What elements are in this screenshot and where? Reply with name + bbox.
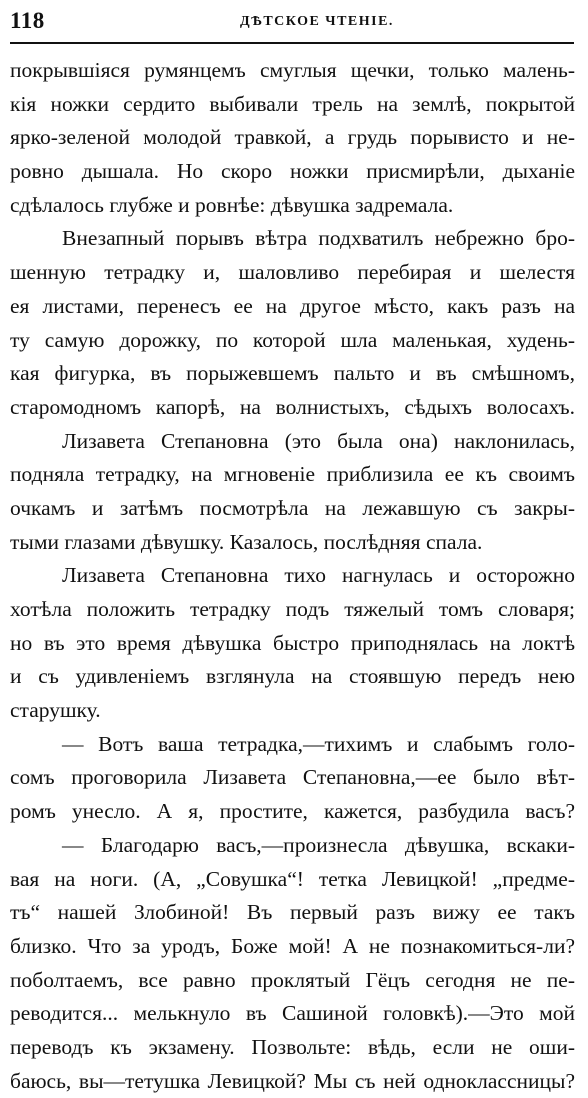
text-line: Внезапный порывъ вѣтра подхватилъ небрежно бро- bbox=[62, 226, 575, 251]
page-header bbox=[10, 8, 574, 36]
text-line: тъ“ нашей Злобиной! Въ первый разъ вижу ее такъ bbox=[10, 900, 575, 925]
text-line: переводъ къ экзамену. Позвольте: вѣдь, если не оши- bbox=[10, 1034, 575, 1059]
text-line: близко. Что за уродъ, Боже мой! А не познакомиться-ли? bbox=[10, 933, 575, 958]
text-line: покрывшіяся румянцемъ смуглыя щечки, только малень- bbox=[10, 58, 575, 82]
page-number: 118 bbox=[10, 8, 45, 33]
text-line: хотѣла положить тетрадку подъ тяжелый томъ словаря; bbox=[10, 597, 575, 621]
text-line: ромъ унесло. А я, простите, кажется, разбудила васъ? bbox=[10, 799, 575, 824]
text-line: ту самую дорожку, по которой шла маленькая, худень- bbox=[10, 327, 575, 352]
running-title: ДѢТСКОЕ ЧТЕНІЕ. bbox=[240, 14, 394, 29]
text-line: шенную тетрадку и, шаловливо перебирая и шелестя bbox=[10, 260, 575, 285]
text-line: ровно дышала. Но скоро ножки присмирѣли, дыханіе bbox=[10, 159, 575, 184]
text-line: подняла тетрадку, на мгновеніе приблизила ее къ своимъ bbox=[10, 462, 575, 487]
header-rule bbox=[10, 42, 574, 44]
text-line: старушку. bbox=[10, 698, 101, 723]
text-line: вая на ноги. (А, „Совушка“! тетка Левицкой! „предме- bbox=[10, 866, 575, 891]
text-line: реводится... мелькнуло въ Сашиной головкѣ).—Это мой bbox=[10, 1001, 575, 1026]
text-line: ея листами, перенесъ ее на другое мѣсто, какъ разъ на bbox=[10, 293, 575, 318]
text-line: баюсь, вы—тетушка Левицкой? Мы съ ней одноклассницы? bbox=[10, 1068, 575, 1093]
text-line: очкамъ и затѣмъ посмотрѣла на лежавшую съ закры- bbox=[10, 495, 575, 520]
text-line: старомодномъ капорѣ, на волнистыхъ, сѣдыхъ волосахъ. bbox=[10, 394, 575, 419]
text-line: кія ножки сердито выбивали трель на землѣ, покрытой bbox=[10, 91, 575, 116]
text-line: кая фигурка, въ порыжевшемъ пальто и въ смѣшномъ, bbox=[10, 361, 575, 386]
body-text bbox=[10, 54, 575, 1098]
text-line: — Вотъ ваша тетрадка,—тихимъ и слабымъ голо- bbox=[62, 731, 575, 756]
text-line: поболтаемъ, все равно проклятый Гёцъ сегодня не пе- bbox=[10, 967, 575, 992]
text-line: ярко-зеленой молодой травкой, а грудь порывисто и не- bbox=[10, 125, 575, 150]
text-line: сдѣлалось глубже и ровнѣе: дѣвушка задремала. bbox=[10, 192, 454, 217]
text-line: но въ это время дѣвушка быстро приподнялась на локтѣ bbox=[10, 630, 575, 655]
text-line: сомъ проговорила Лизавета Степановна,—ее было вѣт- bbox=[10, 765, 575, 790]
text-line: тыми глазами дѣвушку. Казалось, послѣдняя спала. bbox=[10, 529, 483, 554]
text-line: — Благодарю васъ,—произнесла дѣвушка, вскаки- bbox=[62, 832, 575, 857]
text-line: Лизавета Степановна (это была она) наклонилась, bbox=[62, 428, 575, 453]
text-line: Лизавета Степановна тихо нагнулась и осторожно bbox=[62, 563, 575, 588]
text-line: и съ удивленіемъ взглянула на стоявшую передъ нею bbox=[10, 664, 575, 689]
